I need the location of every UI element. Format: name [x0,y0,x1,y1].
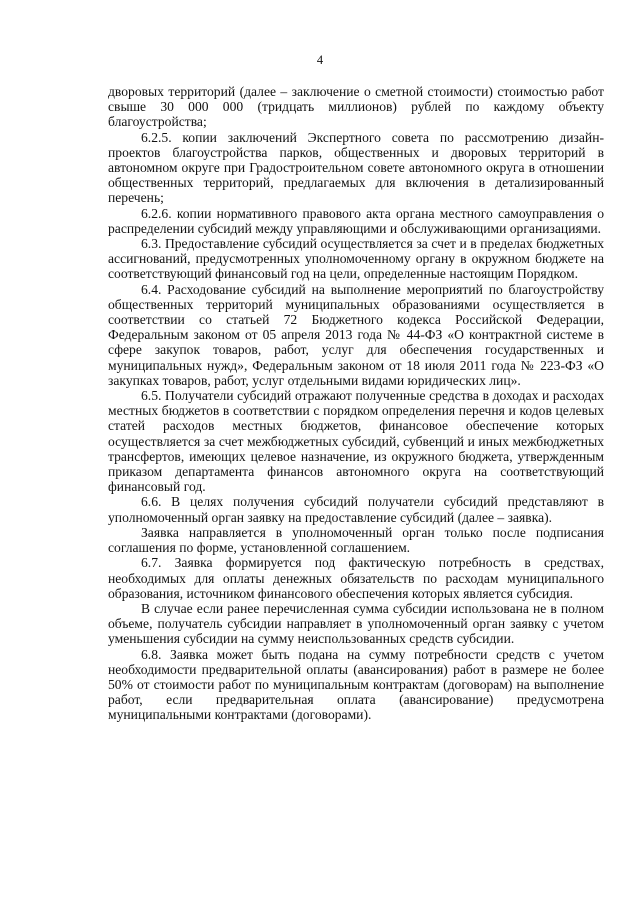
page-number: 4 [316,53,324,67]
paragraph: 6.8. Заявка может быть подана на сумму потребности средств с учетом необходимости предварительной оплаты (авансирования) работ в размере не более 50% от стоимости работ по муниципальным контрактам (договорам) на выполнение работ, если предварительная оплата (авансирование) предусмотрена муниципальными контрактами (договорами). [108,646,604,723]
paragraph: Заявка направляется в уполномоченный орган только после подписания соглашения по форме, установленной соглашением. [108,524,604,556]
paragraph: 6.7. Заявка формируется под фактическую потребность в средствах, необходимых для оплаты денежных обязательств по расходам муниципального образования, источником финансового обеспечения которых является субсидия. [108,555,604,601]
paragraph: дворовых территорий (далее – заключение о сметной стоимости) стоимостью работ свыше 30 000 000 (тридцать миллионов) рублей по каждому объекту благоустройства; [108,84,604,130]
paragraph: 6.4. Расходование субсидий на выполнение мероприятий по благоустройству общественных территорий муниципальных образованиями осуществляется в соответствии со статьей 72 Бюджетного кодекса Российской Федерации, Федеральным законом от 05 апреля 2013 года № 44-ФЗ «О контрактной системе в сфере закупок товаров, работ, услуг для обеспечения государственных и муниципальных нужд», Федеральным законом от 18 июля 2011 года № 223-ФЗ «О закупках товаров, работ, услуг отдельными видами юридических лиц». [108,281,604,388]
paragraph: 6.2.6. копии нормативного правового акта органа местного самоуправления о распределении субсидий между управляющими и обслуживающими организациями. [108,205,604,236]
paragraph: 6.3. Предоставление субсидий осуществляется за счет и в пределах бюджетных ассигнований, предусмотренных уполномоченному органу в окружном бюджете на соответствующий финансовый год на цели, определенные настоящим Порядком. [108,236,604,282]
paragraph: В случае если ранее перечисленная сумма субсидии использована не в полном объеме, получатель субсидии направляет в уполномоченный орган заявку с учетом уменьшения субсидии на сумму неиспользованных средств субсидии. [108,600,604,647]
paragraph: 6.6. В целях получения субсидий получатели субсидий представляют в уполномоченный орган заявку на предоставление субсидий (далее – заявка). [108,494,604,525]
paragraph: 6.5. Получатели субсидий отражают полученные средства в доходах и расходах местных бюджетов в соответствии с порядком определения перечня и кодов целевых статей расходов местных бюджетов, финансовое обеспечение которых осуществляется за счет межбюджетных субсидий, субвенций и иных межбюджетных трансфертов, имеющих целевое назначение, из окружного бюджета, утвержденным приказом департамента финансов автономного округа на соответствующий финансовый год. [108,388,604,495]
paragraph: 6.2.5. копии заключений Экспертного совета по рассмотрению дизайн-проектов благоустройства парков, общественных и дворовых территорий в автономном округе при Градостроительном совете автономного округа в отношении общественных территорий, предлагаемых для включения в детализированный перечень; [108,129,604,206]
document-body [108,84,604,723]
